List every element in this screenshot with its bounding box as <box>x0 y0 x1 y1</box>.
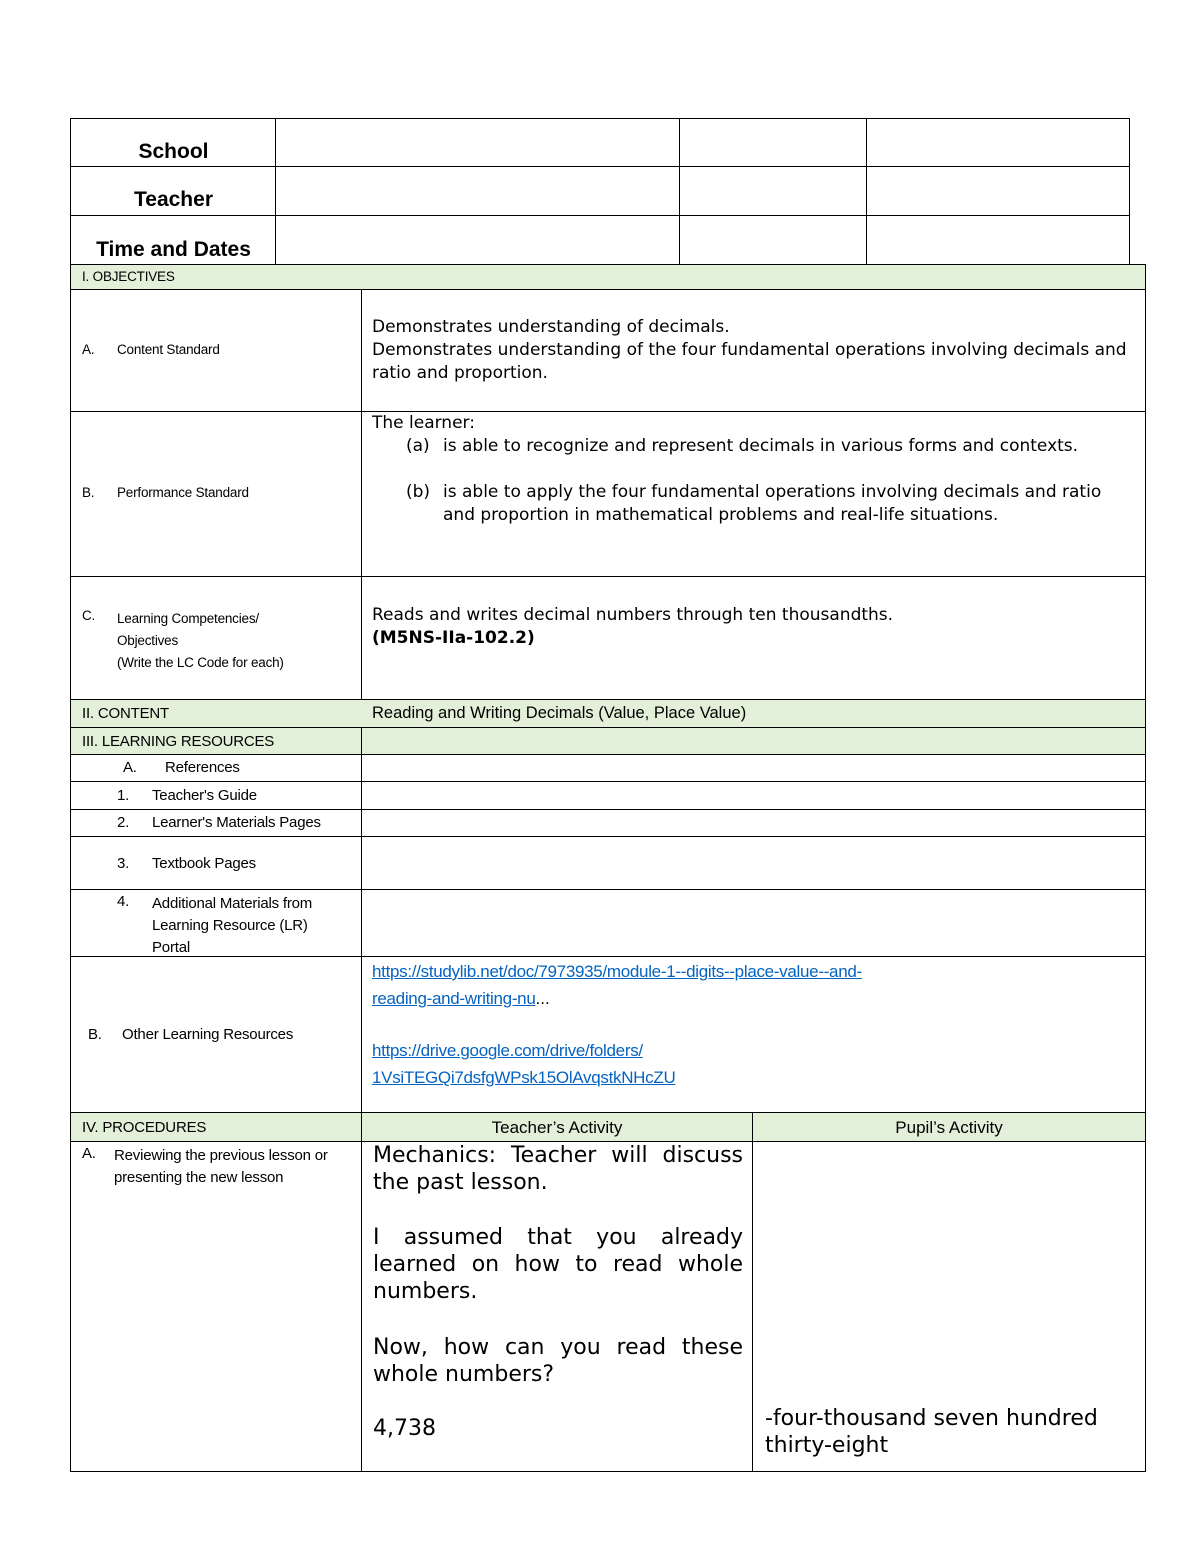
resource-item-3-marker: 3. <box>117 855 130 872</box>
school-label: School <box>138 140 209 163</box>
teacher-label: Teacher <box>134 188 213 211</box>
content-section-label: II. CONTENT <box>82 705 169 722</box>
competencies-marker: C. <box>82 608 96 623</box>
content-standard-marker: A. <box>82 342 95 357</box>
content-standard-label: Content Standard <box>117 342 220 357</box>
resource-item-2-marker: 2. <box>117 814 130 831</box>
pupil-activity-header: Pupil’s Activity <box>895 1118 1003 1137</box>
performance-item-b-text: is able to apply the four fundamental operations involving decimals and ratio and proportion in mathematical problems and real-life situations. <box>443 482 1102 525</box>
pupil-answer: -four-thousand seven hundred thirty-eight <box>765 1406 1098 1458</box>
studylib-link[interactable]: https://studylib.net/doc/7973935/module-1--digits--place-value--and- reading-and-writing-nu... <box>372 962 862 1008</box>
procedure-a-marker: A. <box>82 1145 96 1162</box>
resource-item-1-marker: 1. <box>117 787 130 804</box>
other-resources-marker: B. <box>88 1026 102 1043</box>
resource-item-2-label: Learner's Materials Pages <box>152 814 321 831</box>
time-dates-label: Time and Dates <box>96 238 251 261</box>
references-marker: A. <box>123 759 137 776</box>
procedure-a-label: Reviewing the previous lesson or presenting the new lesson <box>114 1147 328 1186</box>
content-standard-text: Demonstrates understanding of decimals. Demonstrates understanding of the four fundamental operations involving decimals and ratio and proportion. <box>372 317 1127 383</box>
resource-item-1-label: Teacher's Guide <box>152 787 257 804</box>
performance-standard-label: Performance Standard <box>117 485 249 500</box>
google-drive-link[interactable]: https://drive.google.com/drive/folders/ 1VsiTEGQi7dsfgWPsk15OlAvqstkNHcZU <box>372 1041 676 1087</box>
references-label: References <box>165 759 240 776</box>
teacher-activity-header: Teacher’s Activity <box>491 1118 623 1137</box>
competencies-text: Reads and writes decimal numbers through ten thousandths. <box>372 605 894 625</box>
procedures-section-label: IV. PROCEDURES <box>82 1119 207 1136</box>
other-resources-label: Other Learning Resources <box>122 1026 294 1043</box>
teacher-activity-p2: I assumed that you already learned on how to read whole numbers. <box>373 1225 743 1304</box>
performance-item-a-text: is able to recognize and represent decimals in various forms and contexts. <box>443 436 1079 456</box>
teacher-activity-p3: Now, how can you read these whole numbers? <box>373 1335 743 1387</box>
performance-standard-marker: B. <box>82 485 95 500</box>
resource-item-3-label: Textbook Pages <box>152 855 256 872</box>
whole-number: 4,738 <box>373 1416 436 1441</box>
resource-item-4-label: Additional Materials from Learning Resource (LR) Portal <box>152 895 313 956</box>
resources-section-label: III. LEARNING RESOURCES <box>82 733 275 750</box>
competencies-code: (M5NS-IIa-102.2) <box>372 628 535 648</box>
competencies-label: Learning Competencies/ Objectives (Write the LC Code for each) <box>117 611 284 670</box>
resource-item-4-marker: 4. <box>117 893 130 910</box>
content-value: Reading and Writing Decimals (Value, Place Value) <box>372 704 747 722</box>
performance-item-b-marker: (b) <box>406 482 431 502</box>
performance-item-a-marker: (a) <box>406 436 430 456</box>
performance-standard-intro: The learner: <box>372 413 475 433</box>
objectives-section-label: I. OBJECTIVES <box>82 269 175 284</box>
teacher-activity-p1: Mechanics: Teacher will discuss the past lesson. <box>373 1143 743 1195</box>
